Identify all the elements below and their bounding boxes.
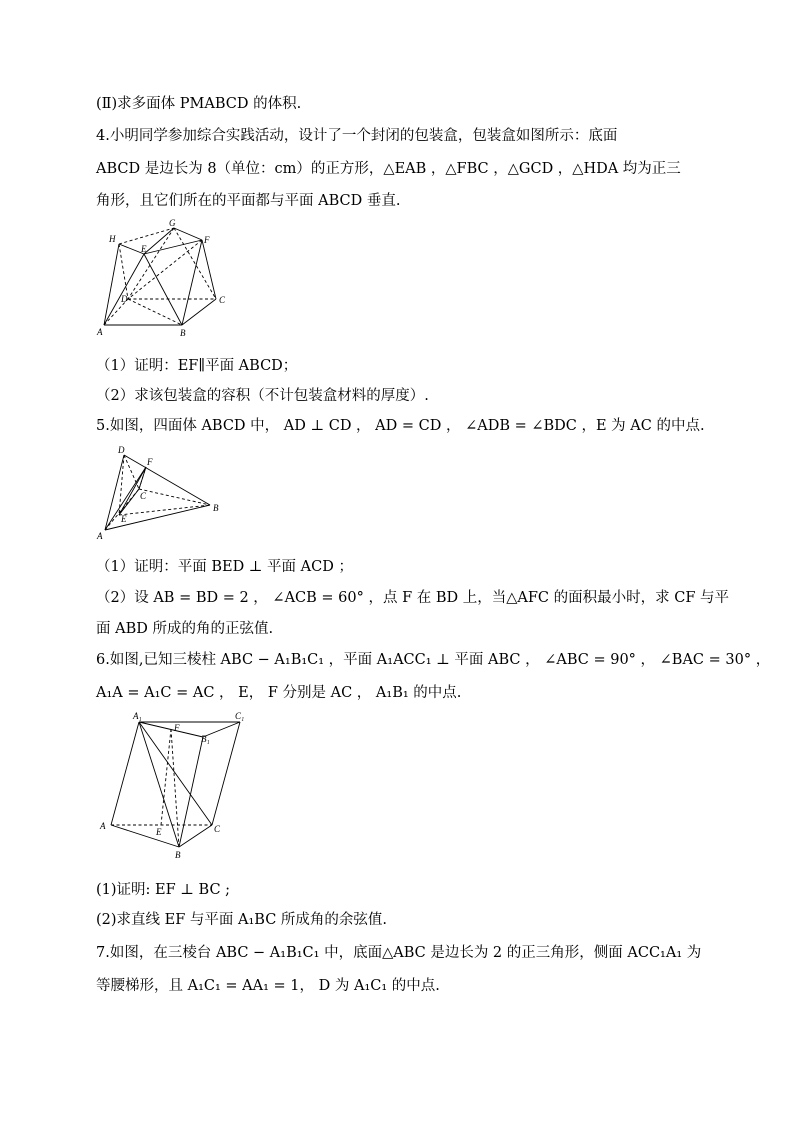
- text-line-10: 面 ABD 所成的角的正弦值.: [96, 621, 274, 637]
- text-line-11: 6.如图,已知三棱柱 ABC − A₁B₁C₁ ，平面 A₁ACC₁ ⊥ 平面 ABC ， ∠ABC = 90° ， ∠BAC = 30° ，: [96, 652, 771, 668]
- text-line-14: (2)求直线 EF 与平面 A₁BC 所成角的余弦值.: [96, 912, 388, 928]
- fig1-label-e: E: [141, 244, 147, 254]
- fig3-label-f: F: [174, 723, 180, 733]
- text-line-16: 等腰梯形，且 A₁C₁ = AA₁ = 1， D 为 A₁C₁ 的中点.: [96, 978, 440, 994]
- fig3-label-b: B: [175, 850, 181, 860]
- figure-tetrahedron: [95, 442, 225, 542]
- text-line-1: (Ⅱ)求多面体 PMABCD 的体积.: [96, 96, 302, 112]
- fig1-label-a: A: [97, 327, 103, 337]
- fig3-label-a1: A₁: [133, 711, 142, 721]
- text-line-12: A₁A = A₁C = AC ， E， F 分别是 AC ， A₁B₁ 的中点.: [96, 685, 462, 701]
- fig2-label-d: D: [118, 445, 125, 455]
- fig2-label-c: C: [140, 491, 147, 501]
- fig2-label-f: F: [147, 457, 153, 467]
- fig1-label-d: D: [121, 294, 128, 304]
- text-line-13: (1)证明: EF ⊥ BC ;: [96, 882, 231, 898]
- text-line-4: 角形，且它们所在的平面都与平面 ABCD 垂直.: [96, 193, 401, 209]
- fig1-label-f: F: [204, 235, 210, 245]
- fig3-label-c: C: [214, 824, 221, 834]
- text-line-9: （2）设 AB = BD = 2 ， ∠ACB = 60° ，点 F 在 BD 上，当△AFC 的面积最小时，求 CF 与平: [96, 590, 730, 606]
- text-line-7: 5.如图，四面体 ABCD 中， AD ⊥ CD ， AD = CD ， ∠ADB = ∠BDC ，E 为 AC 的中点.: [96, 418, 705, 434]
- fig3-label-c1: C₁: [235, 711, 245, 721]
- fig2-label-a: A: [97, 531, 103, 541]
- text-line-15: 7.如图，在三棱台 ABC − A₁B₁C₁ 中，底面△ABC 是边长为 2 的正三角形，侧面 ACC₁A₁ 为: [96, 945, 702, 961]
- fig2-label-e: E: [121, 514, 127, 524]
- figure-packaging-box: [95, 218, 230, 343]
- fig3-label-a: A: [100, 821, 106, 831]
- text-line-5: （1）证明：EF∥平面 ABCD；: [96, 358, 298, 374]
- fig1-label-c: C: [219, 295, 226, 305]
- fig1-label-g: G: [169, 218, 176, 228]
- fig1-label-h: H: [109, 234, 116, 244]
- text-line-6: （2）求该包装盒的容积（不计包装盒材料的厚度）.: [96, 388, 429, 404]
- fig3-label-e: E: [156, 827, 162, 837]
- text-line-8: （1）证明：平面 BED ⊥ 平面 ACD ；: [96, 559, 353, 575]
- text-line-3: ABCD 是边长为 8（单位：cm）的正方形，△EAB ，△FBC ，△GCD ，△HDA 均为正三: [96, 161, 681, 177]
- fig2-label-b: B: [213, 503, 219, 513]
- figure-triangular-prism: [95, 710, 255, 862]
- fig3-label-b1: B₁: [201, 734, 210, 744]
- text-line-2: 4.小明同学参加综合实践活动，设计了一个封闭的包装盒，包装盒如图所示：底面: [96, 128, 618, 144]
- fig1-label-b: B: [180, 328, 186, 338]
